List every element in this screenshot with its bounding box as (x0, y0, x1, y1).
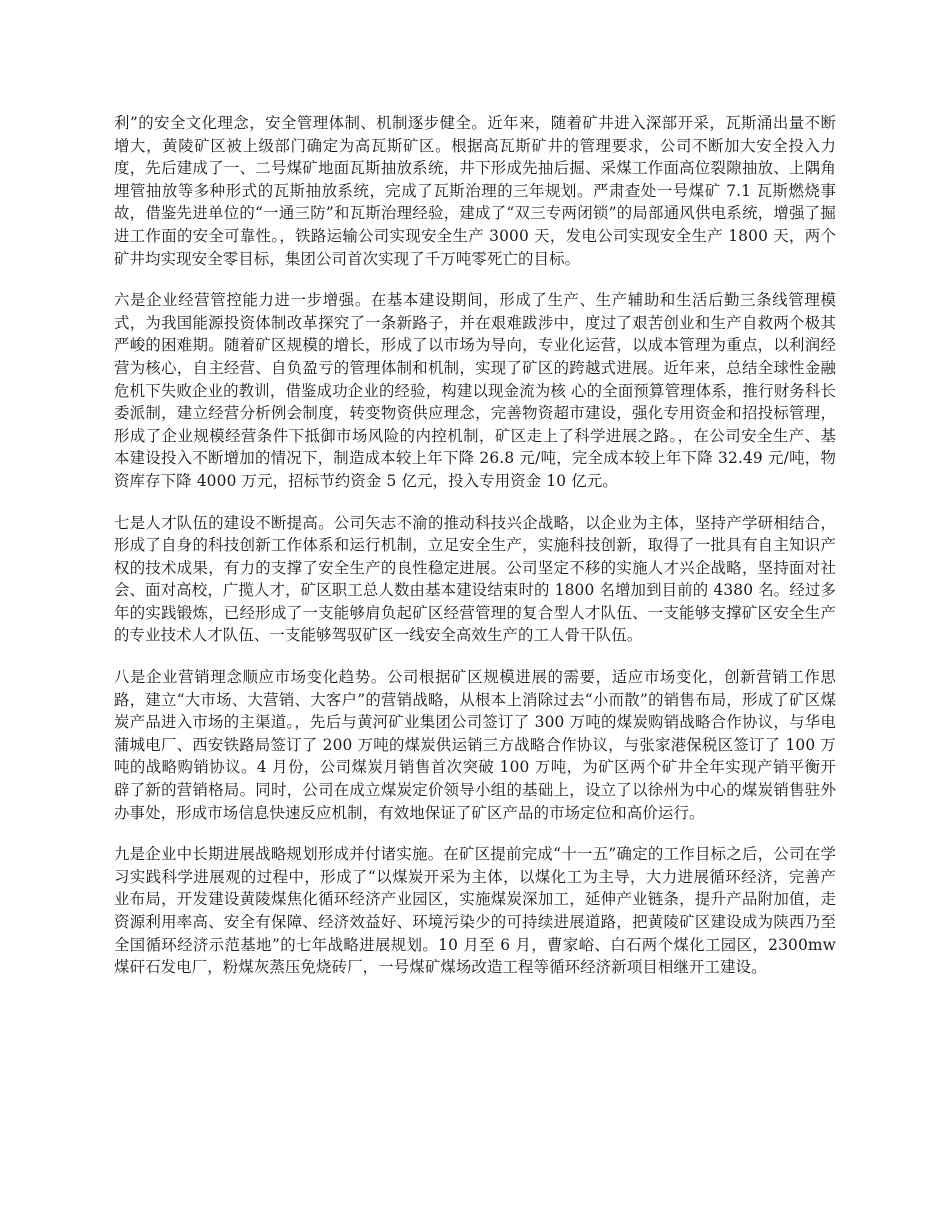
paragraph-talent-team: 七是人才队伍的建设不断提高。公司矢志不渝的推动科技兴企战略，以企业为主体，坚持产学研相结合，形成了自身的科技创新工作体系和运行机制，立足安全生产，实施科技创新，取得了一批具有自主知识产权的技术成果，有力的支撑了安全生产的良性稳定进展。公司坚定不移的实施人才兴企战略，坚持面对社会、面对高校，广揽人才，矿区职工总人数由基本建设结束时的 1800 名增加到目前的 4380 名。经过多年的实践锻炼，已经形成了一支能够肩负起矿区经营管理的复合型人才队伍、一支能够支撑矿区安全生产的专业技术人才队伍、一支能够驾驭矿区一线安全高效生产的工人骨干队伍。 (114, 513, 836, 645)
paragraph-management-control: 六是企业经营管控能力进一步增强。在基本建设期间，形成了生产、生产辅助和生活后勤三条线管理模式，为我国能源投资体制改革探究了一条新路子，并在艰难跋涉中，度过了艰苦创业和生产自救两个极其严峻的困难期。随着矿区规模的增长，形成了以市场为导向，专业化运营，以成本管理为重点，以利润经营为核心，自主经营、自负盈亏的管理体制和机制，实现了矿区的跨越式进展。近年来，总结全球性金融危机下失败企业的教训，借鉴成功企业的经验，构建以现金流为核 心的全面预算管理体系，推行财务科长委派制，建立经营分析例会制度，转变物资供应理念，完善物资超市建设，强化专用资金和招投标管理，形成了企业规模经营条件下抵御市场风险的内控机制，矿区走上了科学进展之路。，在公司安全生产、基本建设投入不断增加的情况下，制造成本较上年下降 26.8 元/吨，完全成本较上年下降 32.49 元/吨，物资库存下降 4000 万元，招标节约资金 5 亿元，投入专用资金 10 亿元。 (114, 291, 836, 490)
paragraph-strategy-plan: 九是企业中长期进展战略规划形成并付诸实施。在矿区提前完成“十一五”确定的工作目标之后，公司在学习实践科学进展观的过程中，形成了“以煤炭开采为主体，以煤化工为主导，大力进展循环经济，完善产业布局，开发建设黄陵煤焦化循环经济产业园区，实施煤炭深加工，延伸产业链条，提升产品附加值，走资源利用率高、安全有保障、经济效益好、环境污染少的可持续进展道路，把黄陵矿区建设成为陕西乃至全国循环经济示范基地”的七年战略进展规划。10 月至 6 月，曹家峪、白石两个煤化工园区，2300mw 煤矸石发电厂，粉煤灰蒸压免烧砖厂，一号煤矿煤场改造工程等循环经济新项目相继开工建设。 (114, 845, 836, 977)
paragraph-marketing: 八是企业营销理念顺应市场变化趋势。公司根据矿区规模进展的需要，适应市场变化，创新营销工作思路，建立“大市场、大营销、大客户”的营销战略，从根本上消除过去“小而散”的销售布局，形成了矿区煤炭产品进入市场的主渠道。，先后与黄河矿业集团公司签订了 300 万吨的煤炭购销战略合作协议，与华电蒲城电厂、西安铁路局签订了 200 万吨的煤炭供运销三方战略合作协议，与张家港保税区签订了 100 万吨的战略购销协议。4 月份，公司煤炭月销售首次突破 100 万吨，为矿区两个矿井全年实现产销平衡开辟了新的营销格局。同时，公司在成立煤炭定价领导小组的基础上，设立了以徐州为中心的煤炭销售驻外办事处，形成市场信息快速反应机制，有效地保证了矿区产品的市场定位和高价运行。 (114, 668, 836, 822)
paragraph-safety-culture: 利”的安全文化理念，安全管理体制、机制逐步健全。近年来，随着矿井进入深部开采，瓦斯涌出量不断增大，黄陵矿区被上级部门确定为高瓦斯矿区。根据高瓦斯矿井的管理要求，公司不断加大安全投入力度，先后建成了一、二号煤矿地面瓦斯抽放系统，井下形成先抽后掘、采煤工作面高位裂隙抽放、上隅角埋管抽放等多种形式的瓦斯抽放系统，完成了瓦斯治理的三年规划。严肃查处一号煤矿 7.1 瓦斯燃烧事故，借鉴先进单位的“一通三防”和瓦斯治理经验，建成了“双三专两闭锁”的局部通风供电系统，增强了掘进工作面的安全可靠性。，铁路运输公司实现安全生产 3000 天，发电公司实现安全生产 1800 天，两个矿井均实现安全零目标，集团公司首次实现了千万吨零死亡的目标。 (114, 114, 836, 268)
document-page (114, 112, 836, 998)
